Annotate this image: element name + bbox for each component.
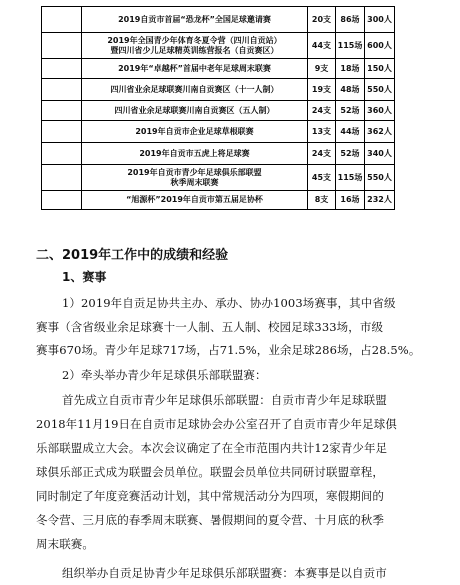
paragraph-line: 球俱乐部正式成为联盟会员单位。联盟会员单位共同研讨联盟章程， [36,465,384,479]
paragraph-line: 1）2019年自贡足协共主办、承办、协办1003场赛事，其中省级 [62,296,396,310]
team-count-cell: 44支 [308,33,336,59]
event-name: 2019自贡市首届“恐龙杯”全国足球邀请赛 [118,14,271,24]
table-cell-blank [42,191,82,210]
paragraph-line: 冬令营、三月底的春季周末联赛、暑假期间的夏令营、十月底的秋季 [36,513,384,527]
people-count-cell: 360人 [365,101,395,121]
table-cell-blank [42,59,82,79]
event-name: 秋季周末联赛 [170,177,219,187]
event-name: 2019年自贡市青少年足球俱乐部联盟 [127,167,262,177]
game-count-cell: 115场 [336,33,365,59]
game-count-cell: 115场 [336,165,365,191]
people-count-cell: 550人 [365,165,395,191]
game-count-cell: 18场 [336,59,365,79]
event-name-cell [82,59,308,79]
paragraph-line: 赛事670场。青少年足球717场，占71.5%，业余足球286场，占28.5%。 [36,343,421,357]
team-count-cell: 19支 [308,79,336,101]
people-count-cell: 340人 [365,143,395,165]
event-name-cell [82,79,308,101]
people-count-cell: 232人 [365,191,395,210]
table-row [42,121,395,143]
event-name-cell [82,143,308,165]
table-row [42,101,395,121]
paragraph-line: 2018年11月19日在自贡市足球协会办公室召开了自贡市青少年足球俱 [36,417,397,431]
paragraph-line: 首先成立自贡市青少年足球俱乐部联盟：自贡市青少年足球联盟 [62,393,387,407]
people-count-cell: 150人 [365,59,395,79]
paragraph-line: 组织举办自贡足协青少年足球俱乐部联盟赛：本赛事是以自贡市 [62,566,387,580]
paragraph-line: 乐部联盟成立大会。本次会议确定了在全市范围内共计12家青少年足 [36,441,388,455]
event-name: 四川省业余足球联赛川南自贡赛区（五人制） [114,105,275,115]
people-count-cell: 362人 [365,121,395,143]
subsection-title: 1、赛事 [62,270,107,284]
event-name: 2019年全国青少年体育冬夏令营（四川自贡站） [107,35,282,45]
team-count-cell: 13支 [308,121,336,143]
event-name: 2019年自贡市五虎上将足球赛 [139,148,250,158]
table-cell-blank [42,121,82,143]
paragraph-title: 2）牵头举办青少年足球俱乐部联盟赛： [62,368,267,382]
section-title: 二、2019年工作中的成绩和经验 [36,248,229,263]
team-count-cell: 24支 [308,101,336,121]
team-count-cell: 9支 [308,59,336,79]
people-count-cell: 600人 [365,33,395,59]
people-count-cell: 550人 [365,79,395,101]
table-row [42,143,395,165]
event-name: 暨四川省少儿足球精英训练营报名（自贡赛区） [110,45,279,55]
table-row [42,79,395,101]
event-name: 2019年自贡市企业足球草根联赛 [135,126,254,136]
table-cell-blank [42,79,82,101]
event-name-cell [82,165,308,191]
event-name-cell [82,101,308,121]
events-table-body [42,7,395,210]
table-row [42,33,395,59]
team-count-cell: 45支 [308,165,336,191]
people-count-cell: 300人 [365,7,395,33]
table-row [42,191,395,210]
table-cell-blank [42,7,82,33]
paragraph-line: 同时制定了年度竞赛活动计划，其中常规活动分为四项，寒假期间的 [36,489,384,503]
table-row [42,59,395,79]
table-cell-blank [42,165,82,191]
event-name-cell [82,33,308,59]
table-row [42,165,395,191]
events-table [41,6,395,210]
event-name-cell [82,7,308,33]
game-count-cell: 52场 [336,143,365,165]
event-name: “旭源杯”2019年自贡市第五届足协杯 [126,195,263,204]
game-count-cell: 48场 [336,79,365,101]
table-row [42,7,395,33]
game-count-cell: 86场 [336,7,365,33]
game-count-cell: 52场 [336,101,365,121]
table-cell-blank [42,33,82,59]
team-count-cell: 20支 [308,7,336,33]
team-count-cell: 24支 [308,143,336,165]
event-name-cell [82,191,308,210]
paragraph-line: 周末联赛。 [36,537,94,551]
table-cell-blank [42,143,82,165]
event-name: 2019年“卓越杯”首届中老年足球周末联赛 [118,63,271,73]
table-cell-blank [42,101,82,121]
game-count-cell: 16场 [336,191,365,210]
event-name: 四川省业余足球联赛川南自贡赛区（十一人制） [110,84,279,94]
event-name-cell [82,121,308,143]
team-count-cell: 8支 [308,191,336,210]
paragraph-line: 赛事（含省级业余足球赛十一人制、五人制、校园足球333场，市级 [36,320,384,334]
game-count-cell: 44场 [336,121,365,143]
